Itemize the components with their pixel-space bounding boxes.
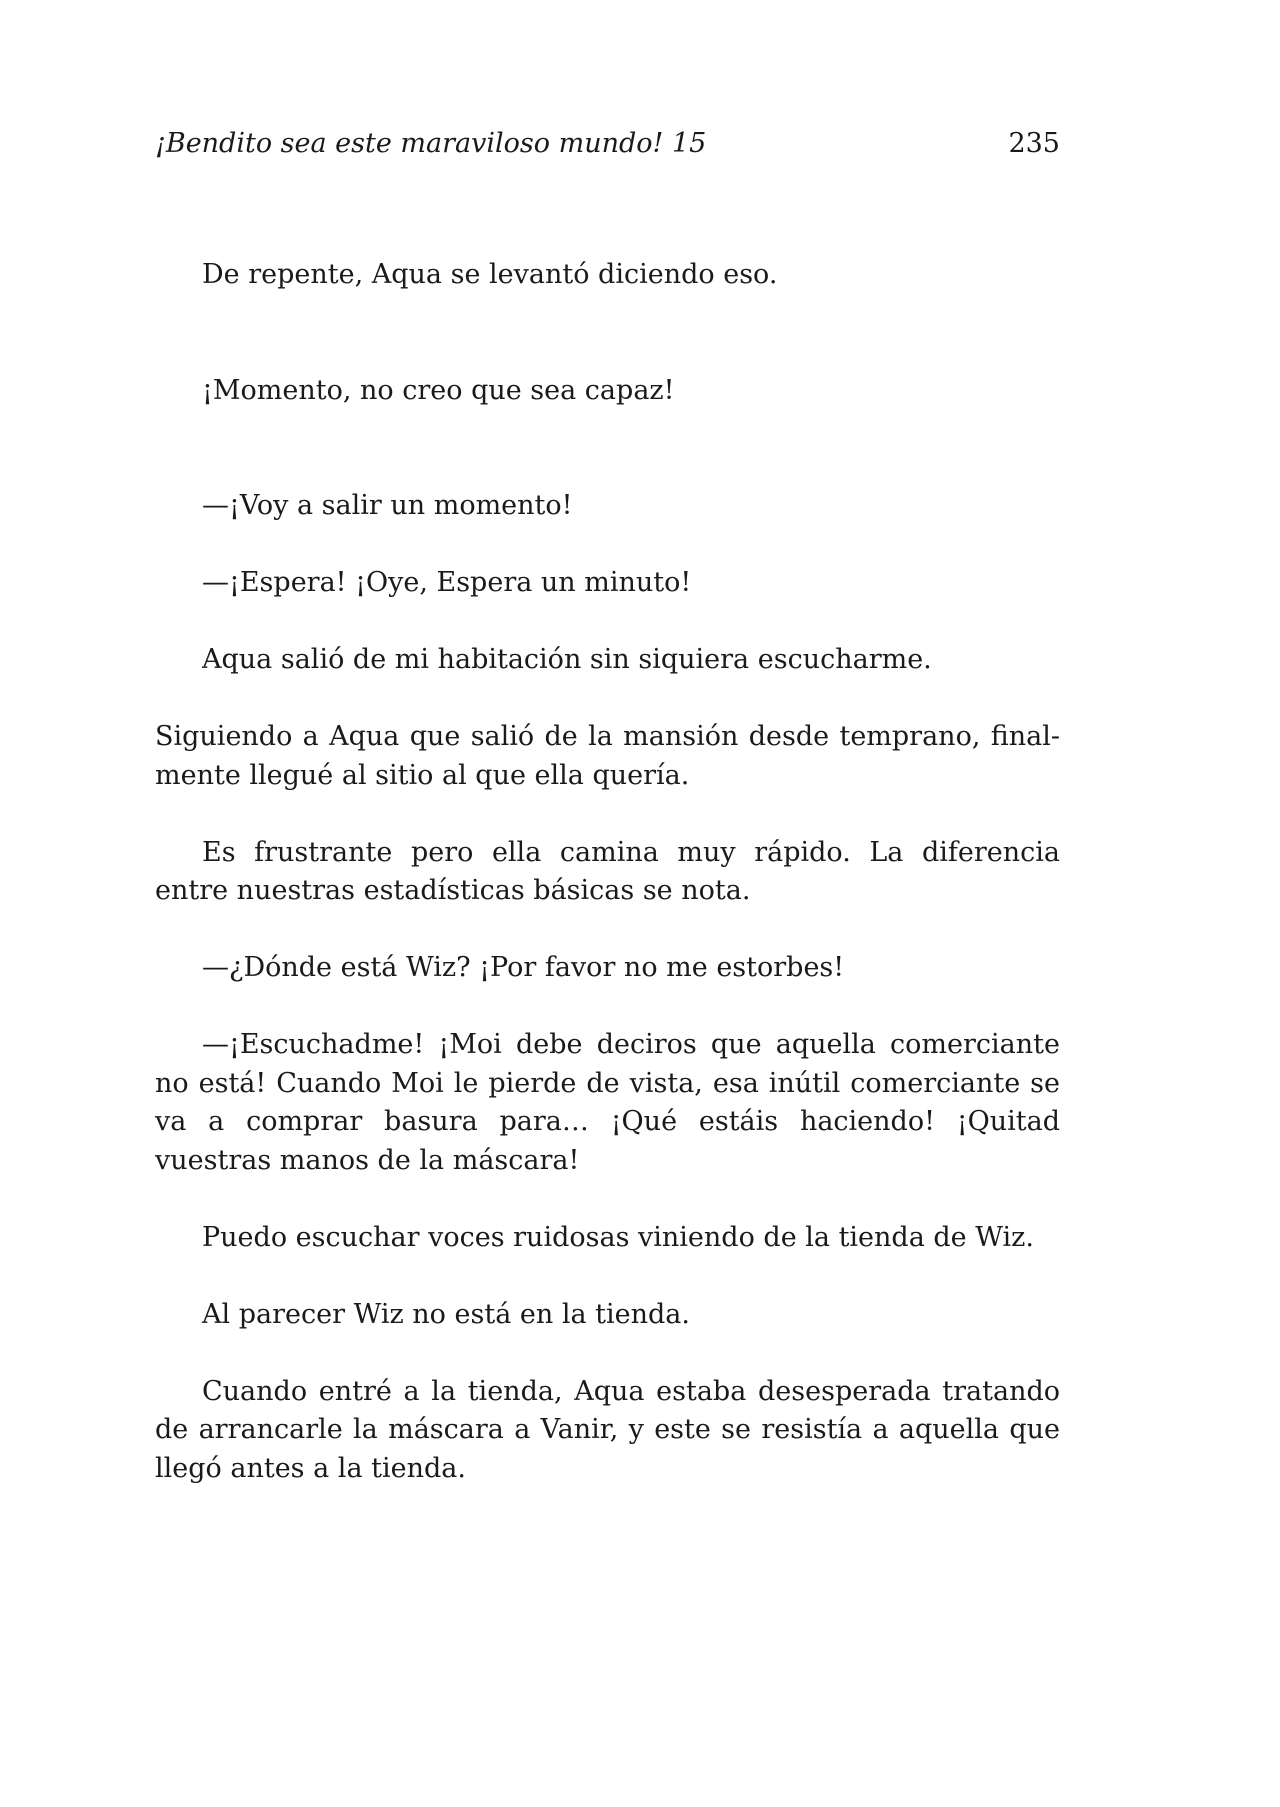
paragraph: —¡Escuchadme! ¡Moi debe deciros que aquella comerciante no está! Cuando Moi le pierde de vista, esa inútil comerciante se va a comprar basura para… ¡Qué estáis haciendo! ¡Quitad vuestras manos de la máscara! — [155, 1029, 1060, 1176]
paragraph: Al parecer Wiz no está en la tienda. — [202, 1298, 690, 1330]
paragraph: Puedo escuchar voces ruidosas viniendo de la tienda de Wiz. — [202, 1221, 1034, 1253]
paragraph: Cuando entré a la tienda, Aqua estaba desesperada tratando de arrancarle la máscara a Vanir, y este se resistía a aquella que llegó antes a la tienda. — [155, 1375, 1060, 1484]
paragraph: ¡Momento, no creo que sea capaz! — [202, 374, 675, 406]
paragraph: Aqua salió de mi habitación sin siquiera escucharme. — [202, 644, 932, 675]
paragraph: —¡Voy a salir un momento! — [202, 490, 573, 521]
text-body — [155, 256, 1060, 1527]
running-header — [155, 128, 1060, 168]
paragraph: —¿Dónde está Wiz? ¡Por favor no me estorbes! — [202, 952, 845, 983]
page-number: 235 — [1008, 128, 1060, 159]
paragraph: De repente, Aqua se levantó diciendo eso. — [202, 259, 778, 290]
paragraph: Es frustrante pero ella camina muy rápido. La diferencia entre nuestras estadísticas básicas se nota. — [155, 836, 1060, 906]
book-title: ¡Bendito sea este maraviloso mundo! 15 — [155, 128, 707, 159]
paragraph: Siguiendo a Aqua que salió de la mansión desde temprano, finalmente llegué al sitio al que ella quería. — [155, 721, 1060, 791]
paragraph: —¡Espera! ¡Oye, Espera un minuto! — [202, 567, 692, 598]
